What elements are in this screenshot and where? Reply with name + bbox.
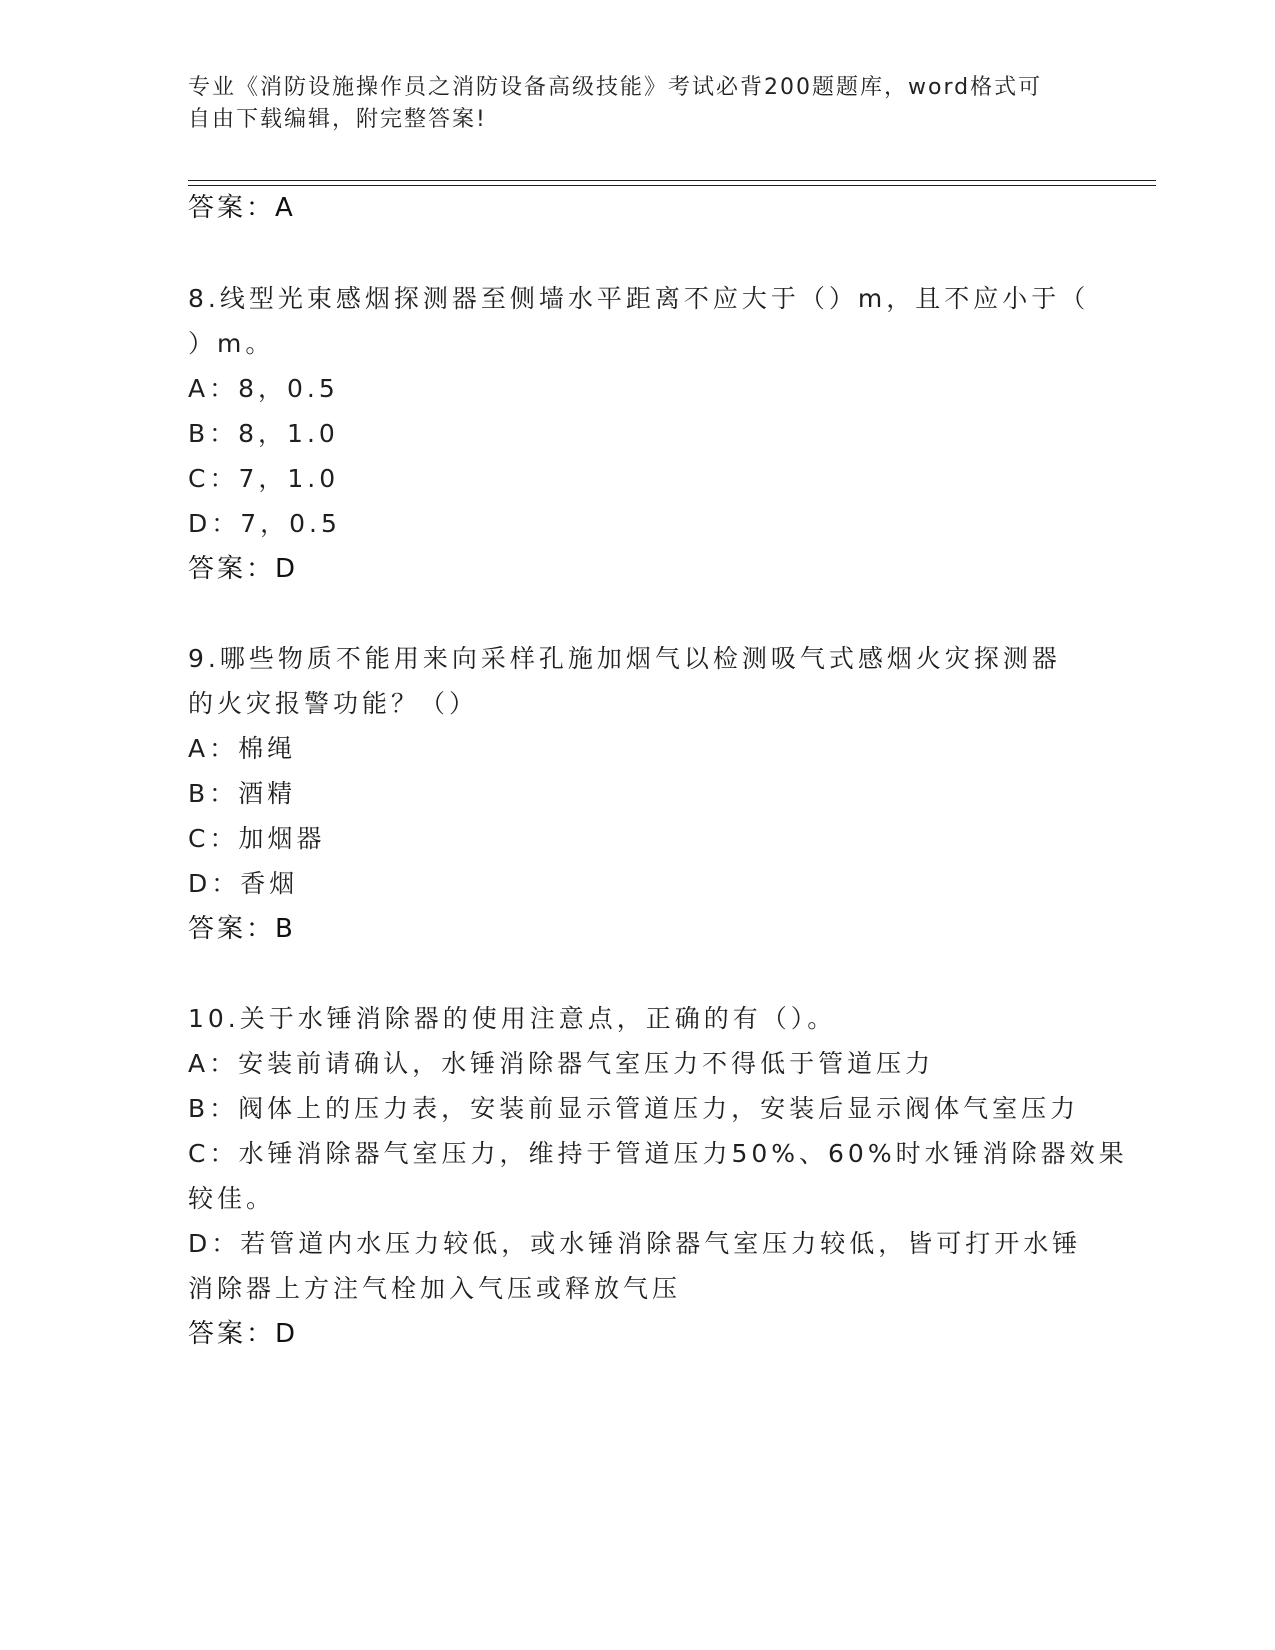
q9-option-a: A：棉绳 — [188, 734, 297, 763]
q9-option-b: B：酒精 — [188, 779, 297, 808]
previous-answer: 答案：A — [188, 193, 296, 223]
q9-option-d: D：香烟 — [188, 869, 299, 898]
q8-answer: 答案：D — [188, 554, 299, 584]
q8-stem-line-1: 8.线型光束感烟探测器至侧墙水平距离不应大于（）m，且不应小于（ — [188, 284, 1090, 313]
q8-option-b: B：8，1.0 — [188, 419, 339, 448]
header-line-1: 专业《消防设施操作员之消防设备高级技能》考试必背200题题库，word格式可 — [188, 75, 1043, 100]
q8-option-c: C：7，1.0 — [188, 464, 340, 493]
q8-stem-line-2: ）m。 — [188, 329, 275, 358]
q10-option-a: A：安装前请确认，水锤消除器气室压力不得低于管道压力 — [188, 1049, 935, 1078]
q10-option-c-line-1: C：水锤消除器气室压力，维持于管道压力50%、60%时水锤消除器效果 — [188, 1139, 1128, 1168]
q8-option-d: D：7，0.5 — [188, 509, 341, 538]
q9-option-c: C：加烟器 — [188, 824, 326, 853]
header-rule-bottom — [188, 185, 1156, 186]
header-rule-top — [188, 180, 1156, 181]
q10-stem: 10.关于水锤消除器的使用注意点，正确的有（）。 — [188, 1004, 837, 1033]
q10-option-d-line-1: D：若管道内水压力较低，或水锤消除器气室压力较低，皆可打开水锤 — [188, 1229, 1082, 1258]
q10-option-d-line-2: 消除器上方注气栓加入气压或释放气压 — [188, 1274, 682, 1303]
q10-option-b: B：阀体上的压力表，安装前显示管道压力，安装后显示阀体气室压力 — [188, 1094, 1080, 1123]
q10-option-c-line-2: 较佳。 — [188, 1184, 276, 1213]
q9-stem-line-2: 的火灾报警功能？（） — [188, 689, 479, 718]
header-line-2: 自由下载编辑，附完整答案! — [188, 107, 487, 132]
document-header — [188, 72, 1068, 136]
q10-answer: 答案：D — [188, 1319, 299, 1349]
q9-answer: 答案：B — [188, 914, 296, 944]
q8-option-a: A：8，0.5 — [188, 374, 339, 403]
q9-stem-line-1: 9.哪些物质不能用来向采样孔施加烟气以检测吸气式感烟火灾探测器 — [188, 644, 1061, 673]
